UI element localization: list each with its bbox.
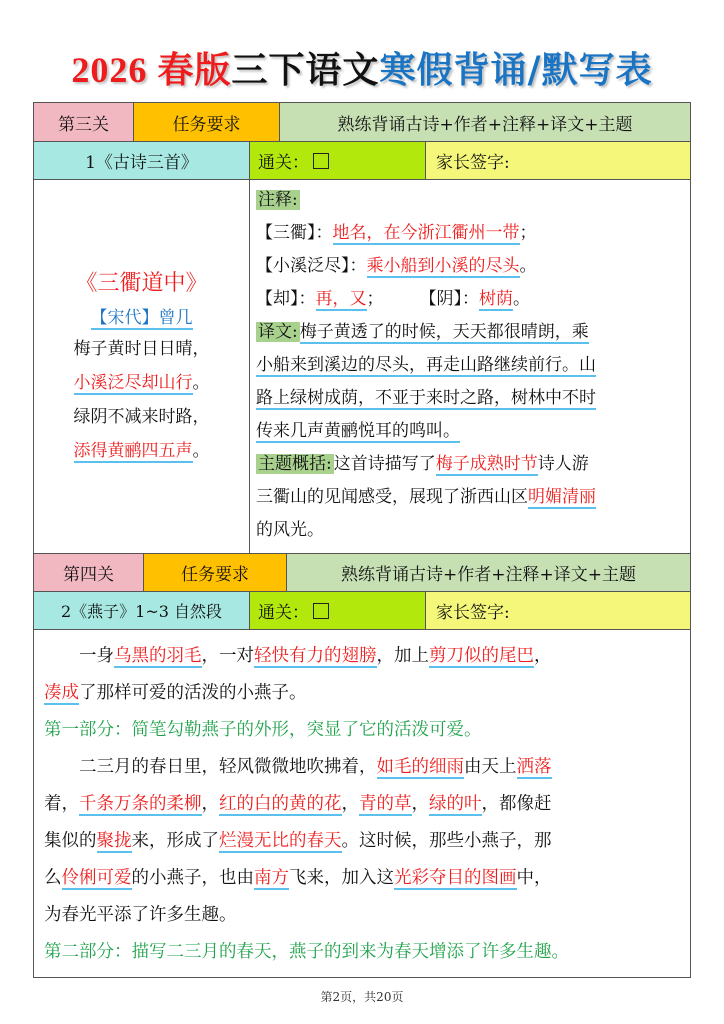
title-type: 寒假背诵/默写表: [379, 49, 653, 91]
punct: 。: [192, 372, 210, 393]
pass-field: [250, 592, 426, 629]
pass-label: 通关：: [258, 153, 309, 173]
paragraph-cont: [44, 786, 680, 823]
poem-line-text: 小溪泛尽却山行: [73, 372, 193, 393]
page-number: 第2页，共20页: [320, 990, 404, 1004]
text: ，: [201, 794, 219, 814]
note-term: 【阴】：: [419, 289, 479, 309]
note-term: 【三衢】：: [256, 223, 333, 243]
text: 中，: [516, 868, 552, 888]
text: 的小燕子，也由: [131, 868, 254, 888]
text: 来，形成了: [131, 831, 219, 851]
theme-text: 诗人游: [537, 454, 589, 474]
pass-checkbox[interactable]: [313, 603, 329, 619]
punct: ；: [366, 289, 384, 309]
lesson-title: 2《燕子》1~3 自然段: [34, 592, 250, 629]
theme-text: 这首诗描写了: [333, 454, 436, 474]
part-summary: 第二部分：描写二三月的春天，燕子的到来为春天增添了许多生趣。: [44, 942, 569, 962]
note-def: 再，又: [315, 289, 367, 309]
translation-line: [256, 382, 596, 415]
keyword: 烂漫无比的春天: [219, 831, 342, 851]
level3-status-row: [34, 142, 690, 180]
task-description: 熟练背诵古诗+作者+注释+译文+主题: [287, 554, 690, 591]
lesson-title: 1《古诗三首》: [34, 142, 250, 179]
text: 了那样可爱的活泼的小燕子。: [79, 683, 307, 703]
keyword: 红的白的黄的花: [219, 794, 342, 814]
text: 二三月的春日里，轻风微微地吹拂着，: [79, 757, 377, 777]
keyword: 青的草: [359, 794, 412, 814]
translation-line: [256, 415, 596, 448]
keyword: 光彩夺目的图画: [394, 868, 517, 888]
poem-title: 《三衢道中》: [75, 270, 208, 296]
translation: [256, 316, 596, 448]
theme-line: [256, 448, 596, 481]
level4-header-row: [34, 554, 690, 592]
translation-line: [256, 316, 596, 349]
poem-author: [91, 303, 193, 328]
keyword: 轻快有力的翅膀: [254, 646, 377, 666]
pass-label: 通关：: [258, 603, 309, 623]
recitation-table: [33, 102, 691, 978]
keyword: 绿的叶: [429, 794, 482, 814]
punct: 。: [192, 440, 210, 461]
text: ，都像赶: [481, 794, 552, 814]
translation-text: 传来几声黄鹂悦耳的鸣叫。: [256, 421, 460, 441]
theme-label: 主题概括:: [258, 454, 332, 474]
text: ，: [341, 794, 359, 814]
poem-text: [34, 180, 250, 553]
poem-line: [74, 366, 210, 400]
note-item: [256, 250, 537, 283]
paragraph: [44, 638, 680, 675]
theme-keyword: 梅子成熟时节: [435, 454, 538, 474]
part-summary: 第一部分：简笔勾勒燕子的外形，突显了它的活泼可爱。: [44, 720, 482, 740]
text: 么: [44, 868, 62, 888]
note-term: 【却】：: [256, 289, 316, 309]
notes-heading: [256, 184, 300, 217]
text: 着，: [44, 794, 79, 814]
translation-text: 小船来到溪边的尽头，再走山路继续前行。山: [256, 355, 596, 375]
text: ，一对: [201, 646, 254, 666]
text: ，: [534, 646, 552, 666]
keyword: 剪刀似的尾巴: [429, 646, 534, 666]
parent-signature-field[interactable]: [426, 592, 690, 629]
signature-label: 家长签字:: [436, 603, 510, 623]
poem-line: 绿阴不减来时路，: [73, 406, 210, 427]
paragraph-cont: 为春光平添了许多生趣。: [44, 905, 237, 925]
note-item: [256, 283, 530, 316]
level4-status-row: [34, 592, 690, 630]
dynasty: 【宋代】: [90, 307, 159, 328]
punct: 。: [519, 256, 537, 276]
note-def: 树荫: [479, 289, 513, 309]
text: 飞来，加入这: [289, 868, 394, 888]
task-label: 任务要求: [134, 103, 280, 141]
poem-line: [74, 434, 210, 468]
text: 一身: [79, 646, 114, 666]
paragraph-cont: [44, 860, 680, 897]
poem-line-text: 添得黄鹂四五声: [73, 440, 193, 461]
keyword: 洒落: [516, 757, 552, 777]
keyword: 南方: [254, 868, 289, 888]
lesson-text: [34, 630, 690, 977]
text: ，加上: [376, 646, 429, 666]
level-label: 第三关: [34, 103, 134, 141]
pass-checkbox[interactable]: [313, 153, 329, 169]
translation-label: 译文:: [258, 322, 298, 342]
poem-line: 梅子黄时日日晴，: [73, 338, 210, 359]
keyword: 凑成: [44, 683, 79, 703]
paragraph: [44, 749, 680, 786]
translation-text: 梅子黄透了的时候，天天都很晴朗，乘: [299, 322, 589, 342]
poem-notes: [250, 180, 690, 553]
keyword: 如毛的细雨: [376, 757, 464, 777]
text: 由天上: [464, 757, 517, 777]
punct: ；: [519, 223, 537, 243]
text: ，: [411, 794, 429, 814]
title-year: 2026 春版: [71, 50, 232, 90]
pass-field: [250, 142, 426, 179]
title-subject: 三下语文: [231, 49, 380, 91]
keyword: 千条万条的柔柳: [79, 794, 202, 814]
keyword: 伶俐可爱: [61, 868, 132, 888]
theme-summary: [256, 448, 596, 547]
note-item: [256, 217, 537, 250]
note-def: 地名，在今浙江衢州一带: [332, 223, 520, 243]
page-title: [0, 46, 724, 94]
keyword: 乌黑的羽毛: [114, 646, 202, 666]
paragraph-cont: [44, 823, 680, 860]
notes-label: 注释:: [258, 190, 298, 210]
level-label: 第四关: [34, 554, 144, 591]
signature-label: 家长签字:: [436, 153, 510, 173]
note-term: 【小溪泛尽】：: [256, 256, 367, 276]
text: 集似的: [44, 831, 97, 851]
text: 。这时候，那些小燕子，那: [341, 831, 552, 851]
poem-row: [34, 180, 690, 554]
note-def: 乘小船到小溪的尽头: [366, 256, 520, 276]
level3-header-row: [34, 103, 690, 142]
paragraph-cont: [44, 675, 680, 712]
task-label: 任务要求: [144, 554, 287, 591]
translation-text: 路上绿树成荫，不亚于来时之路，树林中不时: [256, 388, 596, 408]
keyword: 聚拢: [96, 831, 132, 851]
theme-keyword: 明媚清丽: [528, 487, 596, 507]
translation-line: [256, 349, 596, 382]
punct: 。: [513, 289, 530, 309]
task-description: 熟练背诵古诗+作者+注释+译文+主题: [280, 103, 690, 141]
theme-text: 的风光。: [256, 520, 324, 540]
theme-text: 三衢山的见闻感受，展现了浙西山区: [256, 487, 528, 507]
theme-line: [256, 514, 596, 547]
parent-signature-field[interactable]: [426, 142, 690, 179]
theme-line: [256, 481, 596, 514]
author-name: 曾几: [158, 307, 193, 328]
